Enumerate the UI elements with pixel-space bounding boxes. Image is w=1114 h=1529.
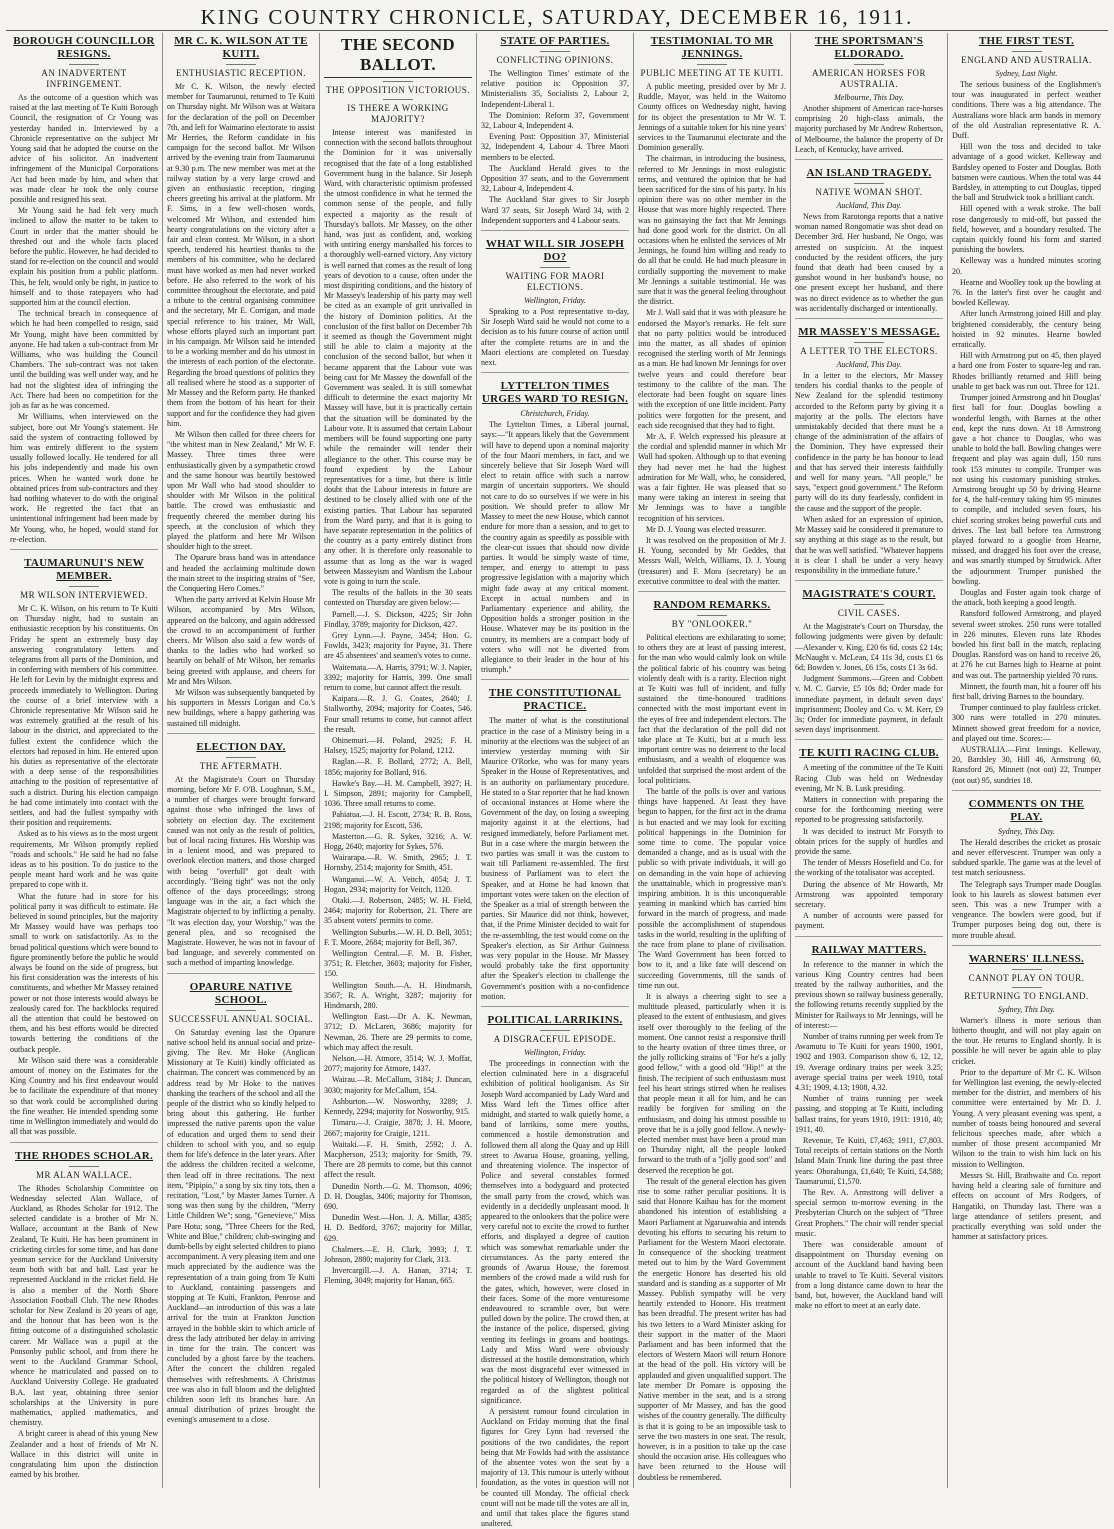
- dateline: Auckland, This Day.: [836, 201, 902, 211]
- paragraph: It is always a cheering sight to see a multitude pleased, particularly when it is pleased to the extent of enthusiasm, and gives itself over thoroughly to the feeling of the moment. One cannot resist a responsive thrill to the hearty ovation of three times three, or the jolly rollicking strains of "For he's a jolly good fellow," with a good old "Hip!" at the finish. The recipient of such enthusiasm must feel his heart strings stirred when he realises that people mean it all for him, and he can readily be forgiven for smiling on the enthusiasm, and doing his utmost possible to prove that he is a jolly good fellow. A newly-elected member must have been a proud man on Thursday night, all the people looked forward to the truth of a "jolly good sort" and deserved the reception he got.: [638, 992, 786, 1175]
- paragraph: Wairau.—R. McCallum, 3184; J. Duncan, 3030; majority for McCallum, 154.: [324, 1075, 472, 1095]
- paragraph: The results of the ballots in the 30 seats contested on Thursday are given below:—: [324, 588, 472, 608]
- column-6: [791, 33, 948, 1488]
- article: [795, 580, 943, 735]
- dateline: Wellington, Friday.: [524, 296, 586, 306]
- headline: RANDOM REMARKS.: [653, 598, 771, 611]
- divider: [697, 615, 727, 616]
- subheadline: ENGLAND AND AUSTRALIA.: [961, 55, 1092, 65]
- paragraph: It was resolved on the proposition of Mr J. H. Young, seconded by Mr Geddes, that Messrs Wall, Welch, Williams, D. J. Young (treasurer) and F. Mora (secretary) be an executive committee to deal with the matter.: [638, 535, 786, 586]
- article: [167, 973, 315, 1426]
- subheadline: A LETTER TO THE ELECTORS.: [800, 346, 938, 357]
- dateline: Auckland, This Day.: [836, 360, 902, 370]
- headline: LYTTELTON TIMES URGES WARD TO RESIGN.: [481, 380, 629, 406]
- article: [10, 1142, 158, 1481]
- paragraph: Messrs St. Hill, Brathwaite and Co. report having held a clearing sale of furniture and effects on account of Mrs Rodgers, of Hangatiki, on Thursday last. There was a large attendance of settlers present, and practically everything was sold under the hammer at satisfactory prices.: [952, 1170, 1101, 1242]
- paragraph: Chalmers.—E. H. Clark, 3993; J. T. Johnson, 2880; majority for Clark, 313.: [324, 1244, 472, 1264]
- paragraph: The result of the general election has given rise to some rather peculiar positions. It is said that Honore Kaihau has for the moment abandoned his intention of establishing a Maori Parliament at Ngaruawahia and intends devoting his efforts to securing his return to Parliament for the Western Maori electorate. In consequence of the shocking treatment meted out to him by the Ward Government the energetic Honore has deserted his old standard and is standing as a supporter of Mr Massey. Publish sympathy will be very heartily extended to Honore. His treatment has been dreadful. The present writer has had his two letters to a Ward Minister asking for their support in the matter of the Maori Parliament and has been informed that the electors of Western Maori will return Honore at the head of the poll. His victory will be applauded and given unqualified support. The late member Dr Pomare is opposing the Native member in the seat, and is a strong supporter of Mr Massey, and has the good wishes of the country generally. The difficulty is that it is going to be an impossible task to serve the two masters in one seat. The result, however, is in a position to take up the case should the occasion arise. His colleagues who have been returned to the House will doubtless be remembered.: [638, 1176, 786, 1482]
- divider: [540, 51, 570, 52]
- article: [952, 945, 1101, 1242]
- subheadline: CIVIL CASES.: [837, 608, 901, 619]
- headline: THE SECOND BALLOT.: [324, 35, 472, 78]
- paragraph: A meeting of the committee of the Te Kuiti Racing Club was held on Wednesday evening, Mr N. B. Lusk presiding.: [795, 763, 943, 793]
- paragraph: The chairman, in introducing the business, referred to Mr Jennings in most eulogistic terms, and ventured the opinion that he had been sacrificed for the sins of his party. In his opinion there was no other member in the House that was more highly respected. There was no gainsaying the fact that Mr Jennings had done good work for the district. On all occasions when he enlisted the services of Mr Jennings, he found him willing and ready to do all that he could. He had much pleasure in cordially supporting the movement to make Mr Jennings a suitable testimonial. He was sure that it was the general feeling throughout the district.: [638, 154, 786, 307]
- paragraph: Masterton.—G. R. Sykes, 3216; A. W. Hogg, 2640; majority for Sykes, 576.: [324, 831, 472, 852]
- subheadline: MR WILSON INTERVIEWED.: [20, 589, 148, 600]
- paragraph: Prior to the departure of Mr C. K. Wilson for Wellington last evening, the newly-elected member for the district, and members of his committee were entertained by Mr D. J. Young. A very pleasant evening was spent, a number of toasts being honoured and several felicitous speeches made, after which a number of those present accompanied Mr Wilson to the train to wish him luck on his mission to Wellington.: [952, 1067, 1101, 1169]
- column-3: [320, 33, 477, 1488]
- paragraph: Wellington East.—Dr A. K. Newman, 3712; D. McLaren, 3686; majority for Newman, 26. There are 29 permits to come, which may affect the result.: [324, 1012, 472, 1052]
- paragraph: Hill with Armstrong put on 45, then played a hard one from Foster to square-leg and ran. Rhodes brilliantly returned and Hill being unable to get back was run out. Three for 121.: [952, 351, 1101, 391]
- headline: RAILWAY MATTERS.: [811, 943, 927, 956]
- paragraph: Kelleway was a hundred minutes scoring 20.: [952, 256, 1101, 276]
- headline: AN ISLAND TRAGEDY.: [806, 167, 932, 180]
- subheadline: MR ALAN WALLACE.: [35, 1169, 133, 1180]
- headline: THE RHODES SCHOLAR.: [14, 1149, 154, 1162]
- paragraph: Mr C. K. Wilson, the newly elected member for Taumarunui, returned to Te Kuiti on Thursday night. Mr Wilson was at Waitara for the declaration of the poll on December 7th, and left for Waimarino electorate to assist Mr Herries, the Reform candidate in his campaign for the second ballot. Mr Wilson arrived by the evening train from Taumarunui at 9.30 p.m. The new member was met at the railway station by a very large crowd and given an enthusiastic reception, ringing cheers greeting his arrival at the platform. Mr F. Sims, in a few well-chosen words, welcomed Mr Wilson, and extended him hearty congratulations on the victory after a fair and clean contest. Mr Wilson, in a short speech, tendered his heartiest thanks to the members of his committee, who he declared must have worked as men had never worked before. He also referred to the work of his committee throughout the electorate, and paid a tribute to the central organising committee and the secretary, Mr E. Corrigan, and made special reference to his trainer, Mr Wall, whose efforts played such an important part in his campaign. Mr Wilson said he intended to be a working member and do his utmost in the interests of each portion of the electorate. Regarding the broad questions of politics they all realised where he stood as a supporter of Mr Massey and the Reform party. He thanked them from the bottom of his heart for their support and for the confidence they had given him.: [167, 82, 315, 428]
- headline: COMMENTS ON THE PLAY.: [968, 797, 1085, 823]
- paragraph: AUSTRALIA.—First Innings. Kelleway, 20, Bardsley 30, Hill 46, Armstrong 60, Ransford 26, Minnett (not out) 22, Trumper (not out) 95, sundries 18.: [952, 745, 1101, 785]
- subheadline: THE OPPOSITION VICTORIOUS.: [326, 85, 470, 95]
- subheadline: AN INADVERTENT INFRINGEMENT.: [41, 68, 127, 89]
- divider: [226, 757, 256, 758]
- paragraph: Raglan.—R. F. Bollard, 2772; A. Bell, 1856; majority for Bollard, 916.: [324, 757, 472, 777]
- paragraph: Hill won the toss and decided to take advantage of a good wicket. Kelleway and Bardsley opened to Foster and Douglas. Both batsmen were cautious. When the total was 44 Bardsley, in attempting to cut Douglas, tipped the ball and Strudwick took a brilliant catch.: [952, 142, 1101, 203]
- headline: POLITICAL LARRIKINS.: [487, 1014, 623, 1027]
- headline: ELECTION DAY.: [196, 740, 286, 753]
- headline: TE KUITI RACING CLUB.: [799, 747, 939, 760]
- paragraph: Invercargill.—J. A. Hanan, 3714; T. Fleming, 3049; majority for Hanan, 665.: [324, 1266, 472, 1286]
- paragraph: The proceedings in connection with the election culminated here in a disgraceful exhibition of political hooliganism. As Sir Joseph Ward accompanied by Lady Ward and Miss Ward left the Times office after midnight, and started to walk quietly home, a band of larrikins, some mere youths, commenced a hostile demonstration and followed them all along the Quay and up Hill street to Awarua House, groaning, yelling, and threatening violence. The inspector of Police and several constables formed themselves into a bodyguard and protected the small party from the crowd, which was evidently in a decidedly unpleasant mood. It appeared to the onlookers that the police were very careful not to excite the crowd to further efforts, and displayed a degree of caution which was somewhat remarkable under the circumstances. As the party entered the grounds of Awarua House, the foremost members of the crowd made a wild rush for the gates, which, however, were closed in their faces. Some of the more venturesome endeavoured to scramble over, but were pulled down by the police. The crowd then, at the instance of the police, dispersed, giving venting its feelings in groans and hootings. Lady and Miss Ward were obviously distressed at the hostile demonstration, which was the most disgraceful ever witnessed in the political history of Wellington, though not regarded as of the slightest political significance.: [481, 1059, 629, 1405]
- paragraph: Kaipara.—R. J. G. Coates, 2640; J. Stallworthy, 2094; majority for Coates, 546. Four small returns to come, but cannot affect the result.: [324, 694, 472, 734]
- paragraph: The Wellington Times' estimate of the relative position is: Opposition 37, Ministerialists 35, Socialists 2, Labour 2, Independent-Liberal 1.: [481, 69, 629, 109]
- divider: [1012, 969, 1042, 970]
- paragraph: Mr Wilson then called for three cheers for "the whitest man in New Zealand," Mr W. F. Massey. Three times three were enthusiastically given by a sympathetic crowd and the same honour was heartily bestowed upon Mr Wall who had stood shoulder to shoulder with Mr Wilson in the political battle. The crowd was enthusiastic and frequently cheered the member during his speech, at the conclusion of which they played the platform and here Mr Wilson shoulder high to the street.: [167, 429, 315, 552]
- paragraph: The Lyttelton Times, a Liberal journal, says:—"It appears likely that the Government will have to depend upon a nominal majority of the four Maori members, in fact, and we sincerely believe that Sir Joseph Ward will elect to retain office with such a narrow margin of uncertain supporters. We should not care to do so ourselves if we were in his position. We should prefer to allow Mr Massey to meet the new House, which cannot endure for more than a session, and to get to the country again as speedily as possible with the clear-cut issues that should now divide parties. It would be simply waste of time, temper, and energy to attempt to pass progressive legislation with a majority which might fade away at any critical moment. Except in actual numbers and in Parliamentary experience and ability, the Opposition holds a stronger position in the House. Whatever may be its position in the country, its members are a compact body of voters who will not be diverted from allegiance to their leader in the hour of his triumph.": [481, 420, 629, 675]
- subheadline: THE AFTERMATH.: [199, 760, 283, 771]
- paragraph: Revenue, Te Kuiti, £7,463; 1911, £7,803. Total receipts of certain stations on the North Island Main Trunk line during the past three years: Ohorahunga, £1,640; Te Kuiti, £4,588; Taumarunui, £1,570.: [795, 1136, 943, 1186]
- article: [481, 679, 629, 1002]
- dateline: Melbourne, This Day.: [834, 93, 904, 102]
- paragraph: Waitaki.—F. H. Smith, 2592; J. A. Macpherson, 2513; majority for Smith, 79. There are 28 permits to come, but this cannot affect the result.: [324, 1139, 472, 1180]
- paragraph: Grey Lynn.—J. Payne, 3454; Hon. G. Fowlds, 3423; majority for Payne, 31. There are 45 absentees' and seamen's votes to come.: [324, 630, 472, 661]
- subheadline: NATIVE WOMAN SHOT.: [815, 187, 923, 198]
- paragraph: Mr C. K. Wilson, on his return to Te Kuiti on Thursday night, had to sustain an enthusiastic reception by his constituents. On Friday he spent an extremely busy day answering congratulatory letters and telegrams from all parts of the Dominion, and in conferring with members of his committee. He left for Levin by the midnight express and proceeds immediately to Wellington. During the course of a brief interview with a Chronicle representative Mr Wilson said he was extremely gratified at the result of his labour in the district, and appreciated to the fullest extent the confidence which the electors had reposed in him. He entered upon his duties as representative of the electorate with a deep sense of the responsibilities attaching to the position of representative of such a district. During his election campaign he had come intimately into contact with the settlers, and had the fullest sympathy with their position and requirements.: [10, 603, 158, 828]
- headline: WHAT WILL SIR JOSEPH DO?: [485, 238, 625, 264]
- article: [795, 159, 943, 314]
- paragraph: The tender of Messrs Hosefield and Co. for the working of the totalisator was accepted.: [795, 858, 943, 878]
- dateline: Sydney, This Day.: [998, 1004, 1055, 1014]
- paragraph: Waitemata.—A. Harris, 3791; W. J. Napier, 3392; majority for Harris, 399. One small return to come, but cannot affect the result.: [324, 662, 472, 692]
- paragraph: Pahiatua.—J. H. Escott, 2734; R. B. Ross, 2198; majority for Escott, 536.: [324, 810, 472, 830]
- divider: [383, 81, 413, 82]
- paragraph: Number of trains running per week passing, and stopping at Te Kuiti, including ballast trains, for years 1910, 1911: 1910, 40; 1911, 40.: [795, 1094, 943, 1134]
- headline: THE CONSTITUTIONAL PRACTICE.: [488, 687, 622, 713]
- article: [638, 35, 786, 587]
- column-7: [948, 33, 1105, 1488]
- paragraph: Evening Post: Opposition 37, Ministerial 32, Independent 4, Labour 4. Three Maori members to be elected.: [481, 132, 629, 162]
- paragraph: Mr A. F. Welch expressed his pleasure at the cordial and splendid manner in which Mr Wall had spoken. Although up to that evening they had never met he had the highest admiration for Mr Wall, who, he considered, was a fair fighter. He was pleased that so many were taking an interest in seeing that Mr Jennings was to have a tangible recognition of his services.: [638, 431, 786, 523]
- article: [167, 733, 315, 969]
- article: [10, 549, 158, 1138]
- paragraph: Wellington Suburbs.—W. H. D. Bell, 3051; F. T. Moore, 2684; majority for Bell, 367.: [324, 927, 472, 947]
- paragraph: It was decided to instruct Mr Forsyth to obtain prices for the supply of hurdles and provide the same.: [795, 826, 943, 856]
- paragraph: In reference to the manner in which the various King Country centres had been treated by the railway authorities, and the previous shown so railway business generally, the following returns recently supplied by the Minister for Railways to Mr Jennings, will be of interest:—: [795, 959, 943, 1030]
- divider: [226, 64, 256, 65]
- paragraph: The Telegraph says Trumper made Douglas look to his laurels as slowest batsmen ever seen. This was a new Trumper with a vengeance. The bowlers were good, but if Trumper purposes being dog out, there is more trouble ahead.: [952, 879, 1101, 940]
- headline: WARNERS' ILLNESS.: [968, 952, 1085, 965]
- divider: [540, 267, 570, 268]
- subheadline: PUBLIC MEETING AT TE KUITI.: [640, 68, 784, 78]
- paragraph: Mr Williams, when interviewed on the subject, bore out Mr Young's statement. He said the system of contracting followed by him was entirely different to the system usually followed locally. He tendered for all his jobs independently and made his own prices. When he wanted work done he obtained prices from sub-contractors and they had nothing whatever to do with the original work. He regretted the fact that an unintentional infringement had been made by Mr Young, who, he hoped, would stand for re-election.: [10, 412, 158, 544]
- paragraph: Intense interest was manifested in connection with the second ballots throughout the Dominion for it was universally recognised that the fate of a long established Government hung in the balance. Sir Joseph Ward, with characteristic optimism professed the utmost confidence in what he termed the common sense of the people, and fully expected a majority as the result of Thursday's ballots. Mr Massey, on the other hand, was just as confident, and, working with untiring energy marshalled his forces to a thoroughly well-earned victory. Any victory is well earned that comes as the result of long years of devotion to a cause, often under the most dispiriting conditions, and the history of Mr Massey's leadership of his party may well be cited as an example of grit unrivalled in the history of Dominion politics. At the conclusion of the first ballot on December 7th it seemed as though the Government might still be able to claim a majority at the conclusion of the second ballot, but when it became apparent that the Labour vote was being cast for Mr Massey the downfall of the Government was sealed. It is still somewhat difficult to determine the exact majority Mr Massey will have, but it is practically certain that the situation will be dominated by the Labour vote. It is assumed that certain Labour members will be found supporting one party while the remainder will tender their allegiance to the other. This course may be found expedient by the Labour representatives for a time, but there is little doubt that the Labour interests in future are destined to be closely allied with one of the existing parties. That Labour has separated from the Ward party, and that it is going to have separate representation in the politics of the country as a party entirely distinct from any other. It is therefore only reasonable to assume that as long as the war is waged between Masseyism and Wardism the Labour vote is going to turn the scale.: [324, 128, 472, 586]
- paragraph: Ashburton.—W. Nosworthy, 3289; J. Kennedy, 2294; majority for Nosworthy, 915.: [324, 1096, 472, 1117]
- divider: [1012, 987, 1042, 988]
- headline: THE SPORTSMAN'S ELDORADO.: [814, 35, 924, 60]
- article: [324, 35, 472, 1287]
- divider: [854, 183, 884, 184]
- paragraph: Wanganui.—W. A. Veitch, 4054; J. T. Hogan, 2934; majority for Veitch, 1120.: [324, 874, 472, 894]
- article: [795, 318, 943, 576]
- dateline: Wellington, Friday.: [524, 1048, 586, 1058]
- divider: [383, 99, 413, 100]
- paragraph: Hill opened with a weak stroke. The ball rose dangerously to mid-off, but passed the field, however, and a boundary resulted. The captain quickly found his form and started punishing the bowlers.: [952, 204, 1101, 255]
- paragraph: On Saturday evening last the Oparure native school held its annual social and prize-giving. The Rev. Mr Hoke (Anglican Missionary at Te Kuiti) kindly officiated as chairman. The concert was commenced by an address read by Mr Hoke to the natives thanking the teachers of the school and all the people of the district who so kindly helped to bring about this gathering. He further impressed the native parents upon the value of education and urged them to send their children to school with you, and so equip them for life's defence in the later years. After the address the children recited a welcome, then lead off in three recitations. The next item, "Pipipio," a song by six tiny tots, then a recitation, "Lost," by Master James Turner. A song was then sung by the children, "Merry Little Children We"; song, "Genevieve," Miss Pare Hotu; song, "Three Cheers for the Red, White and Blue," children; club-swinging and dumb-bells by eight selected children to piano accompaniment. A very pleasing item and one much appreciated by the audience was the representation of a train going from Te Kuiti to Auckland, containing passengers and stopping at Te Kuiti, Frankton, Penrose and Auckland—an introduction of this was a late arrival for the train at Frankton Junction arrayed in the bobble skirt to which article of dress the lady attributed her delay in arriving in time for the train. The concert was concluded by a ghost farce by the teachers. After the concert the children regaled themselves with refreshments. A Christmas tree was also in full bloom and the delighted children soon left its branches bare. An annual distribution of prizes brought the evening's amusement to a close.: [167, 1027, 315, 1425]
- paragraph: Judgment Summons.—Green and Cobbett v. M. C. Garvie, £5 10s 8d; Order made for immediate payment, in default seven days' imprisonment; Dooley and Co. v. M. Kerr, £9 3s; Order for immediate payment, in default seven days' imprisonment.: [795, 674, 943, 735]
- divider: [69, 586, 99, 587]
- paragraph: Mr Wilson was subsequently banqueted by his supporters in Messrs Lorigan and Co.'s new buildings, where a happy gathering was sustained till midnight.: [167, 687, 315, 728]
- masthead: KING COUNTRY CHRONICLE, SATURDAY, DECEMBER 16, 1911.: [200, 5, 914, 29]
- column-5: [634, 33, 791, 1488]
- paragraph: In a letter to the electors, Mr Massey tenders his cordial thanks to the people of New Zealand for the splendid testimony accorded to the Reform party by giving it a majority at the polls. The electors have unmistakably decided that there must be a change of the administration of the affairs of the Dominion. They have expressed their confidence in the party he has honour to lead and that has served their interests faithfully and well for many years. "All people," he says, "expect good government." The Reform party will do its duty fearlessly, confident in the cause and the support of the people.: [795, 371, 943, 513]
- column-4: [477, 33, 634, 1529]
- headline: OPARURE NATIVE SCHOOL.: [189, 980, 293, 1006]
- paragraph: Wellington South.—A. H. Hindmarsh, 3567; R. A. Wright, 3287; majority for Hindmarsh, 280.: [324, 980, 472, 1011]
- paragraph: The Herald describes the cricket as prosaic and never effervescent. Trumper was only a subdued sparkle. The game was at the level of test match seriousness.: [952, 837, 1101, 878]
- divider: [69, 1166, 99, 1167]
- masthead-rule: [6, 30, 1108, 31]
- paragraph: The battle of the polls is over and various things have happened. At least they have begun to happen, for the first act in the drama is but enacted and we may look for exciting political happenings in the Dominion for some time to come. The popular voice demanded a change, and as is usual with the public so with private individuals, it will go on demanding in the vain hope of achieving the unattainable, which in progressive man's inspiring ambition. It is this unconquerable yearning in mankind which has carried him forward in the march of progress, and made possible the accomplishment of stupendous tasks in the world, resulting in the uplifting of the race from plane to plane of civilisation. The Ward Government has been forced to bow to it, and a like fate will descend on succeeding Governments, till the sands of time run out.: [638, 787, 786, 990]
- paragraph: Dunedin West.—Hon. J. A. Millar, 4385; H. D. Bedford, 3767; majority for Millar, 629.: [324, 1213, 472, 1243]
- paragraph: The Auckland Herald gives to the Opposition 37 seats, and to the Government 32, Labour 4, Independent 4.: [481, 163, 629, 194]
- article: [167, 35, 315, 729]
- subheadline: CONFLICTING OPINIONS.: [496, 55, 614, 65]
- article: [10, 35, 158, 545]
- article: [481, 230, 629, 368]
- paragraph: The Dominion: Reform 37, Government 32, Labour 4, Independent 4.: [481, 110, 629, 131]
- paragraph: Nelson.—H. Atmore, 3514; W. J. Moffat, 2077; majority for Atmore, 1437.: [324, 1054, 472, 1074]
- divider: [854, 64, 884, 65]
- subheadline: AMERICAN HORSES FOR AUSTRALIA.: [811, 68, 927, 89]
- paragraph: Wellington Central.—F. M. B. Fisher, 3751; R. Fletcher, 3603; majority for Fisher, 150.: [324, 949, 472, 979]
- paragraph: The Auckland Star gives to Sir Joseph Ward 37 seats, Sir Joseph Ward 34, with 2 Independent supporters and 4 Labour seats.: [481, 195, 629, 225]
- divider: [540, 1030, 570, 1031]
- dateline: Sydney, Last Night.: [995, 69, 1058, 78]
- subheadline: BY "ONLOOKER.": [671, 618, 753, 629]
- column-1: [6, 33, 163, 1488]
- paragraph: Trumper joined Armstrong and hit Douglas' first ball for four. Douglas bowling a wonderful length, with Barnes at the other end, kept the runs down. At 18 Armstrong gave a hot chance to Douglas, who was unable to hold the ball. Bowling changes were frequent and play was again dull, 150 runs took 153 minutes to compile. Trumper was not using his customary punishing strokes. Armstrong brought up 50 by driving Hearne for 4, the half-century taking him 95 minutes to compile, and included seven fours, his chief scoring strokes being powerful cuts and drives. The last ball before tea Armstrong played forward to a googlie from Hearne, missed, and dragged his foot over the crease, and was smartly stumped by Strudwick. After the adjournment Trumper punished the bowling.: [952, 393, 1101, 586]
- article: [795, 936, 943, 1312]
- paragraph: Wairarapa.—R. W. Smith, 2965; J. T. Hornsby, 2514; majority for Smith, 451.: [324, 853, 472, 873]
- paragraph: The Oparure brass band was in attendance and headed the acclaiming multitude down the main street to the inspiring strains of "See, the Conquering Hero Comes.": [167, 553, 315, 593]
- subheadline: IS THERE A WORKING MAJORITY?: [347, 103, 449, 124]
- article: [795, 739, 943, 931]
- paragraph: A persistent rumour found circulation in Auckland on Friday morning that the final figures for Grey Lynn had reversed the positions of the two candidates, the report being that Mr Fowlds had with the assistance of the absentee votes won the seat by a majority of 13. This rumour is utterly without foundation, as the votes in question will not be counted till Monday. The official check count will not be made till the votes are all in, and until that takes place the figures stand unaltered.: [481, 1406, 629, 1529]
- divider: [697, 64, 727, 65]
- paragraph: A number of accounts were passed for payment.: [795, 911, 943, 931]
- paragraph: The Rhodes Scholarship Committee on Wednesday selected Alan Wallace, of Auckland, as Rhodes Scholar for 1912. The selected candidate is a brother of Mr N. Wallace, accountant at the Bank of New Zealand, Te Kuiti. He has been prominent in cricketing circles for some time, and has done yeoman service for the Auckland University team both with bat and ball. Last year he represented Auckland in the cricket field. He is also a member of the North Shore Association Football Club. The new Rhodes scholar for New Zealand is 20 years of age, and the honour that has been won is the fitting outcome of a distinguished scholastic career. Mr Wallace was a pupil at the Ponsonby public school, and from there he went to the Auckland Grammar School, whence he matriculated and passed on to Auckland University College. He graduated B.A. last year, obtaining three senior scholarships at the University in pure mathematics, applied mathematics, and chemistry.: [10, 1183, 158, 1428]
- paragraph: When asked for an expression of opinion, Mr Massey said he considered it premature to say anything at this stage as to the result, but that he was well satisfied. "Whatever happens it is clear I shall be under a very heavy responsibility in the immediate future.": [795, 514, 943, 575]
- subheadline: RETURNING TO ENGLAND.: [964, 990, 1089, 1001]
- divider: [854, 342, 884, 343]
- columns: [6, 33, 1108, 1529]
- divider: [69, 64, 99, 65]
- subheadline: WAITING FOR MAORI ELECTIONS.: [505, 271, 605, 293]
- paragraph: There was considerable amount of disappointment on Thursday evening on account of the Auckland band having been unable to travel to Te Kuiti. Several visitors from a long distance came down to hear the band, but, however, the Auckland band will make no effort to meet at an early date.: [795, 1240, 943, 1311]
- paragraph: Hawke's Bay.—H. M. Campbell, 3927; H. I. Simpson, 2891; majority for Campbell, 1036. Three small returns to come.: [324, 778, 472, 809]
- paragraph: Speaking to a Post representative to-day, Sir Joseph Ward said he would not come to a decision as to his future course of action until after the complete returns are in and the Maori elections are completed on Tuesday next.: [481, 307, 629, 368]
- paragraph: Douglas and Foster again took charge of the attack, both keeping a good length.: [952, 587, 1101, 608]
- paragraph: Timaru.—J. Craigie, 3878; J. H. Moore, 2667; majority for Craigie, 1211.: [324, 1118, 472, 1138]
- paragraph: The serious business of the Englishmen's tour was inaugurated in perfect weather conditions. There was a big attendance. The Australians wore black arm bands in memory of the old Australian representative R. A. Duff.: [952, 80, 1101, 141]
- article: [481, 1006, 629, 1529]
- article: [952, 35, 1101, 786]
- paragraph: A public meeting, presided over by Mr J. Ruddle, Mayor, was held in the Waitomo County offices on Wednesday night, having for its object the presentation to Mr W. T. Jennings of a suitable token for his nine years' services to the Taumarunui electorate and the Dominion generally.: [638, 82, 786, 153]
- article: [795, 35, 943, 155]
- paragraph: Mr Wilson said there was a considerable amount of money on the Estimates for the King Country and his first endeavour would be to facilitate the expenditure of that money so that work could be accomplished during the fine weather. He intended spending some time in Wellington immediately and would do all that was possible.: [10, 1055, 158, 1137]
- subheadline: SUCCESSFUL ANNUAL SOCIAL.: [168, 1013, 314, 1024]
- paragraph: The matter of what is the constitutional practice in the case of a Ministry being in a minority at the elections was the subject of an interview yesterday morning with Sir Maurice O'Rorke, who was for many years Speaker in the House of Representatives, and is an authority on parliamentary procedure. He stated to a Star reporter that he had known of occasional instances at Home where the Government of the day, on losing a sweeping majority against it at the elections, had resigned immediately, before Parliament met. But in a case where the margin between the two parties was small it was the custom to wait till Parliament re-assembled. The first business of Parliament was to elect the Speaker, and at Home he had known that important votes were taken on the election of the Speaker as a trial of strength between the parties. Sir Maurice did not think, however, that, if the Prime Minister decided to wait for the re-assembling, the test would come on the Speaker's election, as Sir Arthur Guinness was very popular in the House. Mr Massey would probably take the first opportunity after the Speaker's election to challenge the Government's position with a no-confidence motion.: [481, 716, 629, 1001]
- paragraph: Another shipment of American race-horses comprising 20 high-class animals, the majority purchased by Mr Andrew Robertson, of Melbourne, the balance the property of Dr Leach, of Kentucky, have arrived.: [795, 104, 943, 154]
- paragraph: During the absence of Mr Howarth, Mr Armstrong was appointed temporary secretary.: [795, 879, 943, 909]
- paragraph: Parnell.—J. S. Dickson, 4225; Sir John Findlay, 3789; majority for Dickson, 427.: [324, 609, 472, 629]
- paragraph: At the Magistrate's Court on Thursday, the following judgments were given by default:—Alexander v. King, £20 6s 6d, costs £2 14s; McNaught v. McLean, £4 11s 3d, costs £1 6s 6d; Bowden v. Jones, £6 15s, costs £1 3s 6d.: [795, 622, 943, 672]
- subheadline: ENTHUSIASTIC RECEPTION.: [176, 68, 306, 78]
- subheadline: CANNOT PLAY ON TOUR.: [968, 972, 1085, 983]
- headline: MR MASSEY'S MESSAGE.: [798, 326, 940, 339]
- paragraph: What the future had in store for his political party it was difficult to estimate. He believed in sound principles, but the majority Mr Massey would have was perhaps too small to work on satisfactorily. As to the broad political questions which were bound to figure prominently before the public he would always be found on the side of progress, but his first consideration was the interests of his constituents, and whether Mr Massey retained power or not those interests would always be zealously cared for. The backblocks required all the attention that could be bestowed on them, and his best efforts would be directed towards bettering the conditions of the outback people.: [10, 891, 158, 1054]
- headline: TAUMARUNUI'S NEW MEMBER.: [24, 556, 144, 582]
- paragraph: When the party arrived at Kelvin House Mr Wilson, accompanied by Mrs Wilson, appeared on the balcony, and again addressed the crowd to an accompaniment of further cheers. Mr Wilson also said a few words of thanks to the ladies who had worked so heartily on behalf of Mr Wilson, her remarks being greeted with applause, and cheers for Mr and Mrs Wilson.: [167, 595, 315, 686]
- paragraph: A bright career is ahead of this young New Zealander and a host of friends of Mr N. Wallace in this district will unite in congratulating him upon the distinction earned by his brother.: [10, 1429, 158, 1480]
- headline: MR C. K. WILSON AT TE KUITI.: [174, 35, 308, 60]
- dateline: Sydney, This Day.: [998, 826, 1055, 836]
- paragraph: Ransford followed Armstrong, and played several sweet strokes. 250 runs were totalled in 226 minutes. Eleven runs late Rhodes bowled his first ball in the match, replacing Douglas. Ransford was on hand to receive 26, at 276 he cut Barnes high to Hearne at point and was out. The partnership yielded 70 runs.: [952, 609, 1101, 680]
- article: [952, 790, 1101, 941]
- paragraph: At the Magistrate's Court on Thursday morning, before Mr F. O'B. Loughnan, S.M., a number of charges were brought forward against those who infringed the laws of sobriety on election day. The excitement caused was not only as the result of politics, but of local racing fixtures. His Worship was in a lenient mood, and was prepared to overlook election matters, and those charged with being "overfull" got dealt with accordingly. "Being tight" was not the only offence of the days proceedings; strong language was in the air, a fact which the Magistrate objected to by inflicting a penalty. "It was election day, your Worship," was the general plea, and so recognised the Magistrate. However, he was not in favour of bad language, and severely commented on such a method of imparting knowledge.: [167, 774, 315, 968]
- subheadline: A DISGRACEFUL EPISODE.: [493, 1034, 617, 1045]
- paragraph: Matters in connection with preparing the course for the forthcoming meeting were reported to be progressing satisfactorily.: [795, 794, 943, 825]
- article: [481, 372, 629, 675]
- paragraph: Asked as to his views as to the most urgent requirements, Mr Wilson promptly replied "roads and schools." He said he had no false ideas as to his position. To do justice to the people meant hard work and he was quite prepared to cope with it.: [10, 829, 158, 890]
- paragraph: News from Rarotonga reports that a native woman named Rongomatie was shot dead on December 3rd. Her husband, Ne Ongo, was arrested on suspicion. At the inquest conducted by the resident officers, the jury found that death had been caused by a gunshot wound in her husband's house, no one present except her husband, and there was no direct evidence as to whether the gun was accidentally discharged or intentionally.: [795, 212, 943, 313]
- dateline: Christchurch, Friday.: [520, 409, 590, 419]
- article: [638, 591, 786, 1483]
- headline: TESTIMONIAL TO MR JENNINGS.: [650, 35, 774, 60]
- headline: MAGISTRATE'S COURT.: [802, 588, 936, 601]
- headline: BOROUGH COUNCILLOR RESIGNS.: [13, 35, 155, 60]
- headline: THE FIRST TEST.: [978, 35, 1075, 47]
- divider: [1012, 51, 1042, 52]
- paragraph: Hearne and Woolley took up the bowling at 76. In the latter's first over he caught and bowled Kelleway.: [952, 277, 1101, 308]
- paragraph: Dunedin North.—G. M. Thomson, 4096; D. H. Douglas, 3406; majority for Thomson, 690.: [324, 1181, 472, 1211]
- paragraph: Mr Young said he had felt very much inclined to allow the matter to be taken to Court in order that the matter should be threshed out and the whole facts placed before the public. However, he had decided to stand for re-election on the council and would explain his position from a public platform. This, he felt, would only be right, in justice to himself and to those ratepayers who had supported him at the council election.: [10, 206, 158, 308]
- paragraph: Number of trains running per week from Te Awamutu to Te Kuiti for years 1900, 1901, 1902 and 1903. Comparison show 6, 12, 12, 19. Average ordinary trains per week 3.25; average special trains per week 1910, total 4.31; 1909, 4.13; 1908, 4.32.: [795, 1032, 943, 1093]
- paragraph: Warner's illness is more serious than hitherto thought, and will not play again on the tour. He returns to England shortly. It is possible he will never be again able to play cricket.: [952, 1015, 1101, 1066]
- divider: [854, 604, 884, 605]
- paragraph: Trumper continued to play faultless cricket. 300 runs were totalled in 270 minutes. Minnett showed great freedom for a novice, and played out time. Scores:—: [952, 703, 1101, 743]
- paragraph: Ohinemuri.—H. Poland, 2925; F. H. Halsey, 1525; majority for Poland, 1212.: [324, 735, 472, 756]
- paragraph: Mr D. J. Young was elected treasurer.: [646, 524, 766, 534]
- headline: STATE OF PARTIES.: [500, 35, 610, 47]
- paragraph: Otaki.—J. Robertson, 2485; W. H. Field, 2464; majority for Robertson, 21. There are 35 absent voters' permits to come.: [324, 896, 472, 926]
- paragraph: Minnett, the fourth man, hit a fourer off his first ball, driving Barnes to the boundary.: [952, 681, 1101, 701]
- column-2: [163, 33, 320, 1488]
- paragraph: After lunch Armstrong joined Hill and play brightened considerably, the century being hoisted in 92 minutes. Hearne bowled erratically.: [952, 309, 1101, 350]
- paragraph: Political elections are exhilarating to some; to others they are at least of passing interest, for the man who would calmly look on while the political fabric of his country was being violently dealt with is a rarity. Election night at Te Kuiti was full of incident, and fully sustained the time-honoured traditions connected with the most important event in the eyes of free and independent electors. The fact that the declaration of the poll did not take place at Te Kuiti, but at a much less important centre was no deterrent to the local enthusiasm, and a wealth of eloquence was unfolded that surprised the most ardent of the local politicians.: [638, 632, 786, 785]
- paragraph: The technical breach in consequence of which he had been compelled to resign, said Mr Young, might have been committed by anyone. He had taken a sub-contract from Mr Williams, who was building the Council Chambers. The sub-contract was not taken until the building was well under way, and he had not the slightest idea of infringing the Act. There had been no competition for the job as far as he was concerned.: [10, 309, 158, 411]
- paragraph: Mr J. Wall said that it was with pleasure he endorsed the Mayor's remarks. He felt sure that no party politics would be introduced into the matter, as all shades of opinion recognised the sterling worth of Mr Jennings as a man. He had known Mr Jennings for over twelve years and could therefore bear testimony to the calibre of the man. The electorate had been fought on square lines with the exception of one little incident. Party politics were forgotten for the present, and each side recognised that they had to fight.: [638, 308, 786, 430]
- paragraph: The Rev. A. Armstrong will deliver a special sermon to-morrow evening in the Presbyterian Church on the subject of "Three Great Prophets." The choir will render special music.: [795, 1188, 943, 1238]
- article: [481, 35, 629, 226]
- paragraph: As the outcome of a question which was raised at the last meeting of Te Kuiti Borough Council, the resignation of Cr Young was yesterday handed in. Interviewed by a Chronicle representative on the subject Mr Young said that he adopted the course on the advice of his solicitor. An inadvertent infringement of the Municipal Corporations Act had been made by him, and when that was made clear he took the only course possible and resigned his seat.: [10, 93, 158, 205]
- divider: [226, 1010, 256, 1011]
